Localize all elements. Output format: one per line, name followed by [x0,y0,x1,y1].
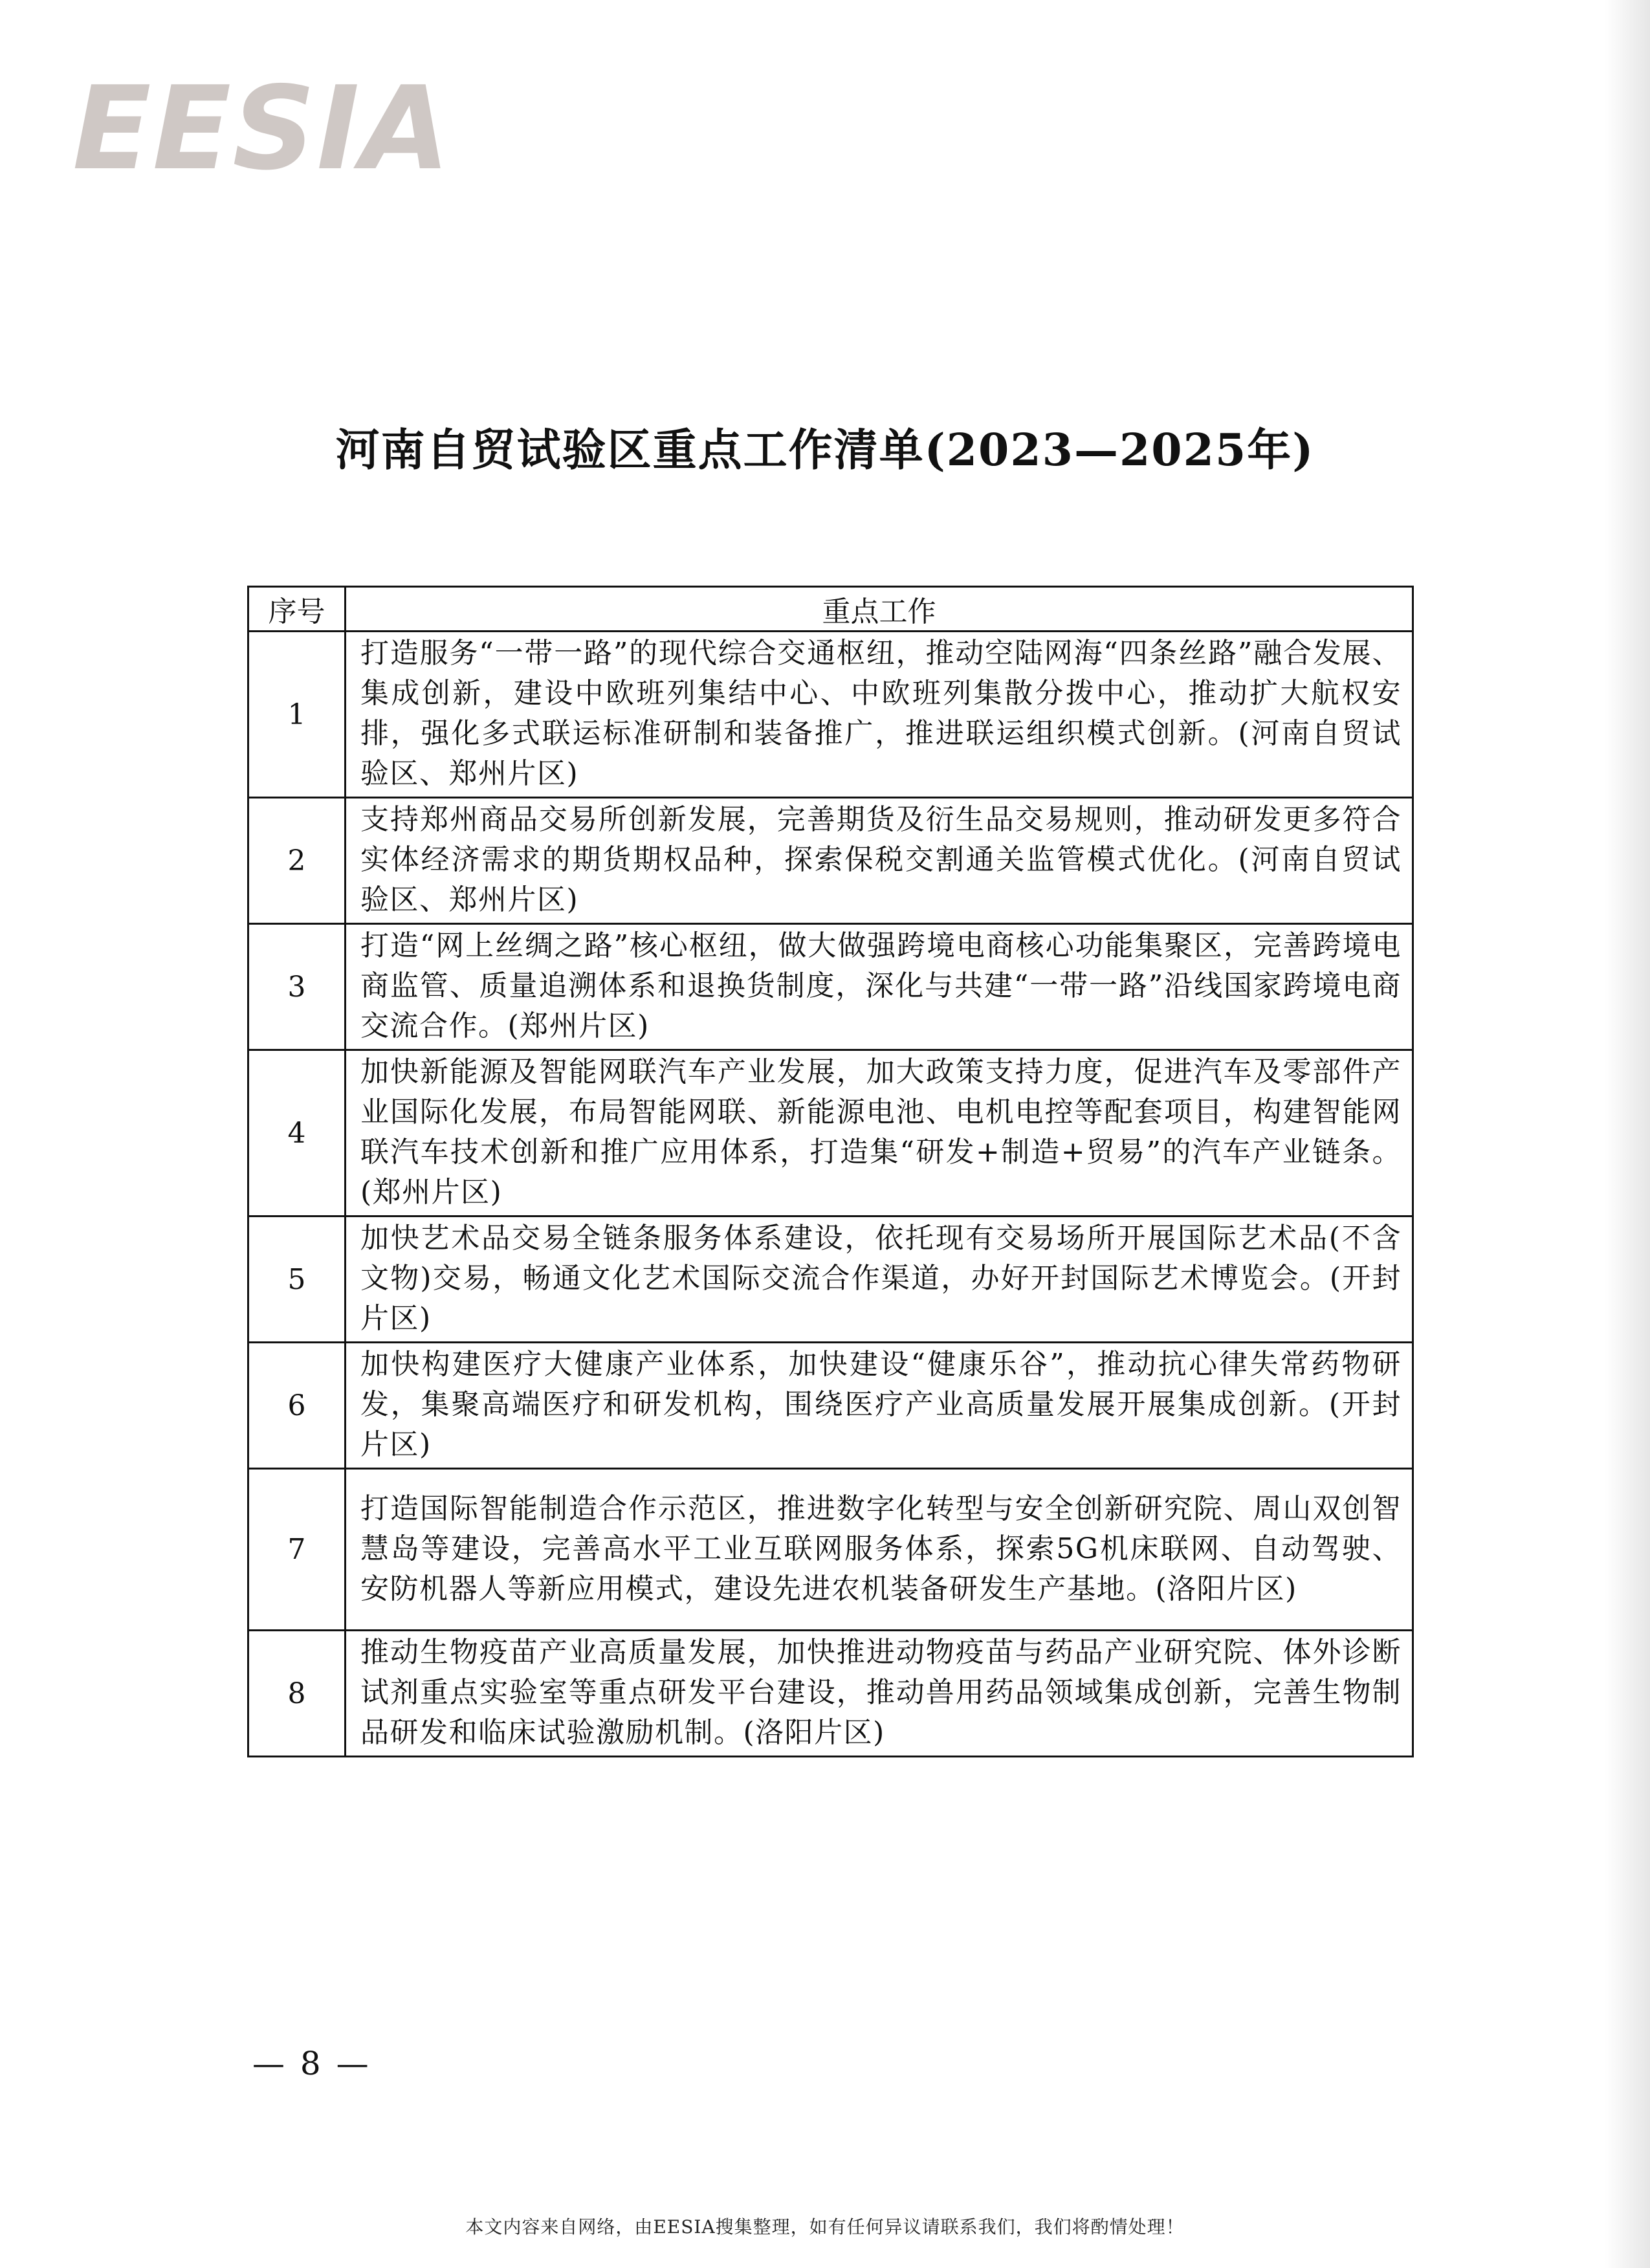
row-number: 6 [248,1343,346,1469]
row-number: 7 [248,1469,346,1631]
eesia-logo: EESIA [72,61,452,195]
header-key-work: 重点工作 [346,587,1413,632]
key-work-table [247,586,1414,1757]
row-number: 4 [248,1050,346,1217]
header-serial-number: 序号 [248,587,346,632]
row-task: 加快艺术品交易全链条服务体系建设，依托现有交易场所开展国际艺术品(不含文物)交易，畅通文化艺术国际交流合作渠道，办好开封国际艺术博览会。(开封片区) [346,1217,1413,1343]
key-work-table-container [247,586,1412,1757]
footer-disclaimer: 本文内容来自网络，由EESIA搜集整理，如有任何异议请联系我们，我们将酌情处理！ [465,2216,1185,2238]
row-number: 1 [248,632,346,798]
row-task: 打造“网上丝绸之路”核心枢纽，做大做强跨境电商核心功能集聚区，完善跨境电商监管、质量追溯体系和退换货制度，深化与共建“一带一路”沿线国家跨境电商交流合作。(郑州片区) [346,924,1413,1050]
row-number: 2 [248,798,346,924]
scan-page-edge [1605,0,1650,2268]
table-row [248,798,1413,924]
table-row [248,924,1413,1050]
table-row [248,1631,1413,1757]
row-number: 8 [248,1631,346,1757]
row-task: 打造服务“一带一路”的现代综合交通枢纽，推动空陆网海“四条丝路”融合发展、集成创新，建设中欧班列集结中心、中欧班列集散分拨中心，推动扩大航权安排，强化多式联运标准研制和装备推广，推进联运组织模式创新。(河南自贸试验区、郑州片区) [346,632,1413,798]
page-number: — 8 — [252,2045,371,2082]
table-row [248,1343,1413,1469]
table-row [248,1217,1413,1343]
row-number: 5 [248,1217,346,1343]
document-title: 河南自贸试验区重点工作清单(2023—2025年) [335,424,1315,476]
table-row [248,1469,1413,1631]
row-number: 3 [248,924,346,1050]
row-task: 打造国际智能制造合作示范区，推进数字化转型与安全创新研究院、周山双创智慧岛等建设，完善高水平工业互联网服务体系，探索5G机床联网、自动驾驶、安防机器人等新应用模式，建设先进农机装备研发生产基地。(洛阳片区) [346,1469,1413,1631]
table-header-row [248,587,1413,632]
row-task: 加快构建医疗大健康产业体系，加快建设“健康乐谷”，推动抗心律失常药物研发，集聚高端医疗和研发机构，围绕医疗产业高质量发展开展集成创新。(开封片区) [346,1343,1413,1469]
row-task: 推动生物疫苗产业高质量发展，加快推进动物疫苗与药品产业研究院、体外诊断试剂重点实验室等重点研发平台建设，推动兽用药品领域集成创新，完善生物制品研发和临床试验激励机制。(洛阳片区) [346,1631,1413,1757]
table-row [248,632,1413,798]
row-task: 支持郑州商品交易所创新发展，完善期货及衍生品交易规则，推动研发更多符合实体经济需求的期货期权品种，探索保税交割通关监管模式优化。(河南自贸试验区、郑州片区) [346,798,1413,924]
table-row [248,1050,1413,1217]
row-task: 加快新能源及智能网联汽车产业发展，加大政策支持力度，促进汽车及零部件产业国际化发展，布局智能网联、新能源电池、电机电控等配套项目，构建智能网联汽车技术创新和推广应用体系，打造集“研发+制造+贸易”的汽车产业链条。(郑州片区) [346,1050,1413,1217]
